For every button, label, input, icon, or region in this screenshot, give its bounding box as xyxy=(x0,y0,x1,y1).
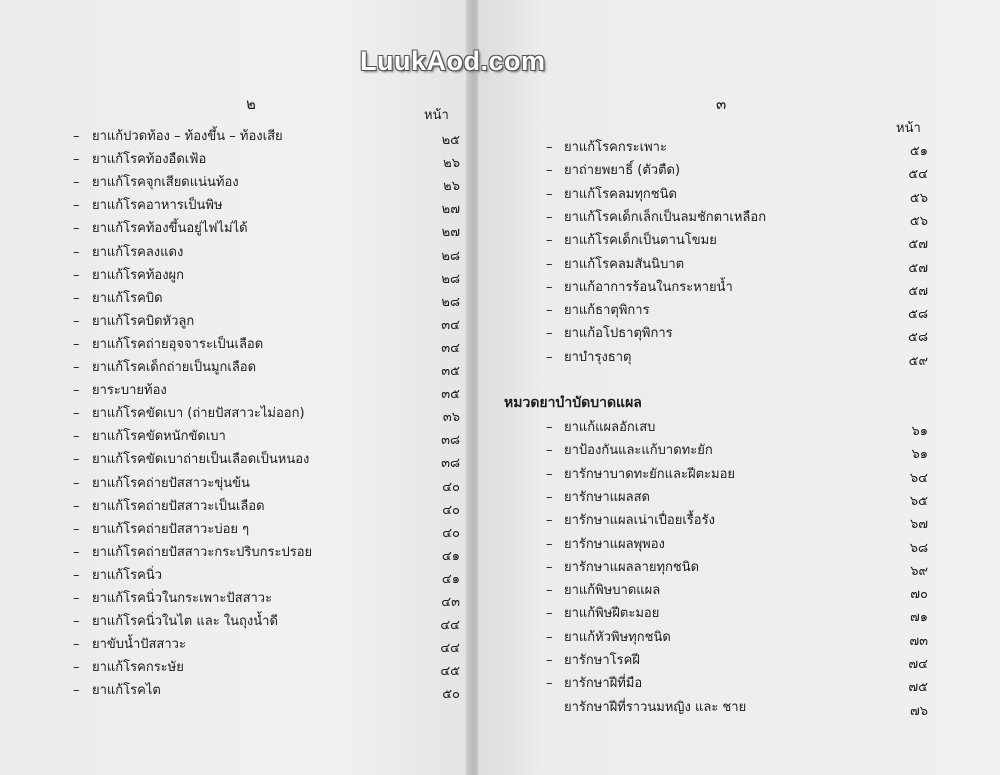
toc-dash: – xyxy=(546,559,553,575)
toc-entry xyxy=(546,324,673,344)
toc-dash: – xyxy=(73,429,80,445)
toc-entry-title: ยาแก้ธาตุพิการ xyxy=(564,303,650,319)
toc-entry-title: ยารักษาแผลลายทุกชนิด xyxy=(564,559,700,575)
toc-entry-page: ๓๔ xyxy=(441,340,460,356)
toc-entry-page: ๕๐ xyxy=(442,687,460,703)
toc-dash: – xyxy=(73,591,80,606)
toc-entry-page: ๗๕ xyxy=(908,680,928,696)
toc-dash: – xyxy=(73,267,80,283)
toc-entry-title: ยารักษาแผลพุพอง xyxy=(564,536,665,552)
toc-entry xyxy=(73,243,183,263)
toc-dash: – xyxy=(546,513,553,529)
toc-dash: – xyxy=(546,489,553,505)
toc-entry-title: ยาแก้โรคลมสันนิบาต xyxy=(564,256,685,272)
toc-dash: – xyxy=(73,152,80,168)
watermark-logo: LuukAod.com xyxy=(360,46,546,76)
toc-dash: – xyxy=(546,443,553,459)
toc-dash: – xyxy=(546,186,553,202)
toc-entry-title: ยาแก้โรคลมทุกชนิด xyxy=(564,186,677,202)
toc-entry-page: ๕๙ xyxy=(908,353,928,369)
toc-entry-page: ๒๘ xyxy=(441,248,460,264)
toc-entry xyxy=(73,266,184,286)
toc-entry xyxy=(73,520,249,540)
toc-entry-page: ๗๔ xyxy=(908,657,928,672)
toc-entry-page: ๕๗ xyxy=(908,237,928,253)
toc-entry-page: ๖๘ xyxy=(909,540,928,556)
toc-dash: – xyxy=(546,676,553,692)
toc-entry-title: ยาแก้โรคท้องอืดเฟ้อ xyxy=(92,152,207,168)
toc-dash: – xyxy=(546,420,553,435)
toc-entry-title: ยาแก้โรคนิ่วในกระเพาะปัสสาวะ xyxy=(92,591,273,606)
toc-entry xyxy=(546,441,713,461)
toc-dash: – xyxy=(73,313,80,329)
toc-entry xyxy=(546,581,660,601)
toc-entry-page: ๕๖ xyxy=(909,213,928,229)
toc-entry xyxy=(73,635,186,655)
toc-entry xyxy=(73,381,167,401)
toc-entry xyxy=(546,301,650,321)
toc-dash: – xyxy=(73,129,80,144)
toc-entry-page: ๗๓ xyxy=(909,633,928,649)
toc-entry-page: ๗๐ xyxy=(910,587,928,603)
toc-entry-title: ยาแก้โรคกระษัย xyxy=(92,660,184,676)
toc-entry-title: ยาแก้โรคนิ่วในไต และ ในถุงน้ำดี xyxy=(92,614,278,630)
toc-entry-page: ๒๖ xyxy=(443,156,460,172)
toc-entry-page: ๔๐ xyxy=(442,479,460,495)
toc-dash: – xyxy=(546,140,553,155)
toc-entry-title: ยาแก้โรคถ่ายอุจจาระเป็นเลือด xyxy=(92,336,264,352)
toc-entry-title: ยาระบายท้อง xyxy=(92,383,167,399)
toc-entry xyxy=(73,358,256,378)
toc-entry xyxy=(73,589,272,609)
toc-dash: – xyxy=(546,606,553,622)
toc-entry-title: ยาแก้โรคขัดเบา (ถ่ายปัสสาวะไม่ออก) xyxy=(92,406,305,422)
toc-entry-page: ๒๖ xyxy=(443,179,460,195)
toc-entry xyxy=(546,348,631,368)
toc-dash: – xyxy=(73,175,80,191)
toc-entry xyxy=(73,150,206,170)
toc-entry xyxy=(546,231,717,251)
toc-entry-page: ๒๗ xyxy=(441,202,460,218)
toc-dash: – xyxy=(546,279,553,295)
toc-entry-page: ๔๑ xyxy=(441,571,460,587)
toc-entry-title: ยาแก้พิษบาดแผล xyxy=(564,583,661,599)
toc-entry xyxy=(73,427,226,447)
page-number: ๒ xyxy=(246,95,256,113)
toc-entry-page: ๗๖ xyxy=(909,703,928,719)
toc-dash: – xyxy=(546,536,553,552)
toc-entry-page: ๒๘ xyxy=(441,271,460,287)
toc-entry xyxy=(73,474,250,494)
toc-entry-title: ยาแก้อาการร้อนในกระหายน้ำ xyxy=(564,279,733,295)
toc-entry-title: ยาแก้ปวดท้อง – ท้องขึ้น – ท้องเสีย xyxy=(92,129,283,144)
toc-entry-page: ๓๘ xyxy=(441,433,460,449)
toc-dash: – xyxy=(546,209,553,225)
toc-entry-title: ยารักษาฝีที่ราวนมหญิง และ ชาย xyxy=(564,699,747,715)
toc-entry xyxy=(73,335,263,355)
toc-dash: – xyxy=(73,498,80,514)
toc-dash: – xyxy=(73,406,80,422)
toc-entry xyxy=(73,173,239,193)
toc-dash: – xyxy=(73,637,80,653)
toc-entry-title: ยาขับน้ำปัสสาวะ xyxy=(92,637,186,653)
toc-entry-title: ยาแก้โรคถ่ายปัสสาวะบ่อย ๆ xyxy=(92,521,250,537)
toc-entry xyxy=(73,681,161,701)
toc-dash: – xyxy=(73,244,80,260)
toc-entry-page: ๖๑ xyxy=(911,447,928,463)
toc-entry xyxy=(546,418,655,438)
toc-dash: – xyxy=(73,452,80,468)
toc-entry-title: ยารักษาแผลสด xyxy=(564,489,650,505)
toc-entry-page: ๒๘ xyxy=(441,294,460,310)
toc-entry-title: ยารักษาโรคฝี xyxy=(564,653,640,668)
toc-entry-page: ๓๖ xyxy=(442,410,460,426)
toc-entry-title: ยารักษาบาดทะยักและฝีตะมอย xyxy=(564,466,736,482)
page-column-header: หน้า xyxy=(424,108,449,123)
toc-entry xyxy=(546,558,699,578)
toc-entry xyxy=(546,185,677,205)
toc-entry-page: ๕๗ xyxy=(908,283,928,299)
toc-entry xyxy=(546,465,735,485)
toc-entry-page: ๗๑ xyxy=(909,610,928,626)
toc-entry xyxy=(546,511,715,531)
toc-dash: – xyxy=(73,360,80,375)
toc-entry xyxy=(546,628,671,648)
toc-dash: – xyxy=(546,466,553,482)
toc-entry-title: ยาป้องกันและแก้บาดทะยัก xyxy=(564,443,713,459)
toc-entry xyxy=(546,255,684,275)
toc-dash: – xyxy=(73,336,80,352)
toc-entry-page: ๔๐ xyxy=(442,525,460,541)
toc-entry-title: ยาแก้แผลอักเสบ xyxy=(564,420,656,435)
toc-entry xyxy=(73,289,163,309)
toc-entry xyxy=(546,208,766,228)
toc-entry-page: ๕๘ xyxy=(908,330,928,346)
left-page xyxy=(0,0,470,775)
toc-entry-page: ๖๑ xyxy=(911,424,928,439)
toc-entry-page: ๕๗ xyxy=(908,260,928,276)
toc-entry-page: ๔๐ xyxy=(442,502,460,518)
toc-dash: – xyxy=(73,383,80,399)
toc-entry xyxy=(546,698,746,718)
toc-entry xyxy=(73,497,265,517)
toc-entry-title: ยาแก้โรคอาหารเป็นพิษ xyxy=(92,198,223,214)
toc-entry-title: ยาแก้โรคขัดเบาถ่ายเป็นเลือดเป็นหนอง xyxy=(92,452,310,468)
toc-dash: – xyxy=(73,475,80,491)
toc-entry-title: ยาแก้โรคไต xyxy=(92,683,161,699)
page-column-header: หน้า xyxy=(896,121,921,136)
toc-entry-title: ยาแก้โรคนิ่ว xyxy=(92,567,163,583)
toc-dash: – xyxy=(546,653,553,668)
toc-entry-title: ยาแก้โรคเด็กถ่ายเป็นมูกเลือด xyxy=(92,360,257,375)
toc-entry-title: ยาแก้โรคท้องผูก xyxy=(92,267,185,283)
toc-dash: – xyxy=(546,629,553,645)
toc-entry xyxy=(546,651,640,671)
toc-entry-title: ยาแก้โรคขัดหนักขัดเบา xyxy=(92,429,226,445)
toc-entry xyxy=(73,219,248,239)
toc-entry xyxy=(546,161,680,181)
toc-entry-title: ยาแก้โรคจุกเสียดแน่นท้อง xyxy=(92,175,239,191)
toc-dash: – xyxy=(546,349,553,365)
toc-entry xyxy=(73,127,283,147)
toc-dash: – xyxy=(546,326,553,342)
toc-entry-page: ๖๕ xyxy=(909,493,928,509)
toc-entry-title: ยาแก้โรคเด็กเป็นตานโขมย xyxy=(564,233,717,249)
toc-dash: – xyxy=(73,614,80,630)
toc-entry xyxy=(546,138,667,158)
toc-entry xyxy=(73,658,184,678)
toc-entry-page: ๕๔ xyxy=(908,167,928,183)
toc-entry-title: ยาแก้พิษฝีตะมอย xyxy=(564,606,660,622)
toc-entry-page: ๔๔ xyxy=(440,641,460,657)
toc-entry-page: ๕๘ xyxy=(908,307,928,323)
toc-entry-page: ๓๘ xyxy=(441,456,460,472)
right-page xyxy=(478,0,1000,775)
toc-entry xyxy=(73,312,194,332)
toc-dash: – xyxy=(546,163,553,179)
toc-entry xyxy=(73,196,223,216)
toc-dash: – xyxy=(73,290,80,306)
toc-entry xyxy=(546,278,733,298)
toc-dash: – xyxy=(546,256,553,272)
toc-entry-page: ๔๕ xyxy=(440,664,460,680)
toc-entry xyxy=(73,404,305,424)
page-number: ๓ xyxy=(716,95,727,113)
toc-entry-title: ยาแก้โรคบิด xyxy=(92,290,163,306)
toc-entry-page: ๕๑ xyxy=(909,144,928,159)
toc-entry-page: ๒๗ xyxy=(441,225,460,241)
toc-entry-title: ยาแก้โรคบิดหัวลูก xyxy=(92,313,195,329)
toc-entry-title: ยาแก้โรคลงแดง xyxy=(92,244,184,260)
toc-entry-title: ยาบำรุงธาตุ xyxy=(564,349,632,365)
toc-entry-title: ยาแก้โรคถ่ายปัสสาวะกระปริบกระปรอย xyxy=(92,544,313,560)
toc-entry xyxy=(73,566,162,586)
toc-entry-page: ๖๗ xyxy=(909,517,928,533)
toc-entry-page: ๓๔ xyxy=(441,317,460,333)
section-title: หมวดยาบำบัดบาดแผล xyxy=(504,395,642,411)
toc-dash: – xyxy=(73,221,80,237)
toc-entry xyxy=(73,543,312,563)
toc-entry-page: ๔๑ xyxy=(441,548,460,564)
toc-entry-page: ๔๔ xyxy=(440,618,460,634)
toc-entry xyxy=(546,604,659,624)
toc-entry xyxy=(546,535,665,555)
toc-entry-title: ยาแก้โรคถ่ายปัสสาวะขุ่นข้น xyxy=(92,475,250,491)
toc-dash: – xyxy=(73,544,80,560)
toc-dash: – xyxy=(73,683,80,699)
toc-entry-title: ยารักษาฝีที่มือ xyxy=(564,676,643,692)
toc-entry-page: ๓๕ xyxy=(441,387,460,403)
toc-entry-title: ยาแก้โรคกระเพาะ xyxy=(564,140,667,155)
toc-entry xyxy=(73,450,309,470)
toc-dash: – xyxy=(73,660,80,676)
toc-entry xyxy=(73,612,278,632)
toc-entry-page: ๒๕ xyxy=(441,133,460,148)
toc-dash: – xyxy=(546,583,553,599)
toc-entry xyxy=(546,674,642,694)
toc-dash: – xyxy=(546,233,553,249)
toc-dash: – xyxy=(546,303,553,319)
toc-entry-title: ยาแก้หัวพิษทุกชนิด xyxy=(564,629,671,645)
toc-dash: – xyxy=(73,521,80,537)
toc-entry-title: ยาแก้โรคท้องขึ้นอยู่ไฟไม่ได้ xyxy=(92,221,248,237)
toc-entry-page: ๖๙ xyxy=(910,563,928,579)
toc-dash: – xyxy=(73,567,80,583)
toc-entry-title: ยาแก้โรคเด็กเล็กเป็นลมชักตาเหลือก xyxy=(564,209,767,225)
toc-entry-page: ๔๓ xyxy=(441,595,460,610)
toc-entry-page: ๓๕ xyxy=(441,364,460,379)
toc-dash: – xyxy=(73,198,80,214)
toc-entry-page: ๖๔ xyxy=(909,470,928,486)
toc-entry-title: ยารักษาแผลเน่าเปื่อยเรื้อรัง xyxy=(564,513,715,529)
toc-entry xyxy=(546,488,650,508)
toc-entry-title: ยาแก้โรคถ่ายปัสสาวะเป็นเลือด xyxy=(92,498,265,514)
toc-entry-title: ยาแก้อโปธาตุพิการ xyxy=(564,326,673,342)
toc-entry-page: ๕๖ xyxy=(909,190,928,206)
toc-entry-title: ยาถ่ายพยาธิ์ (ตัวตืด) xyxy=(564,163,681,179)
